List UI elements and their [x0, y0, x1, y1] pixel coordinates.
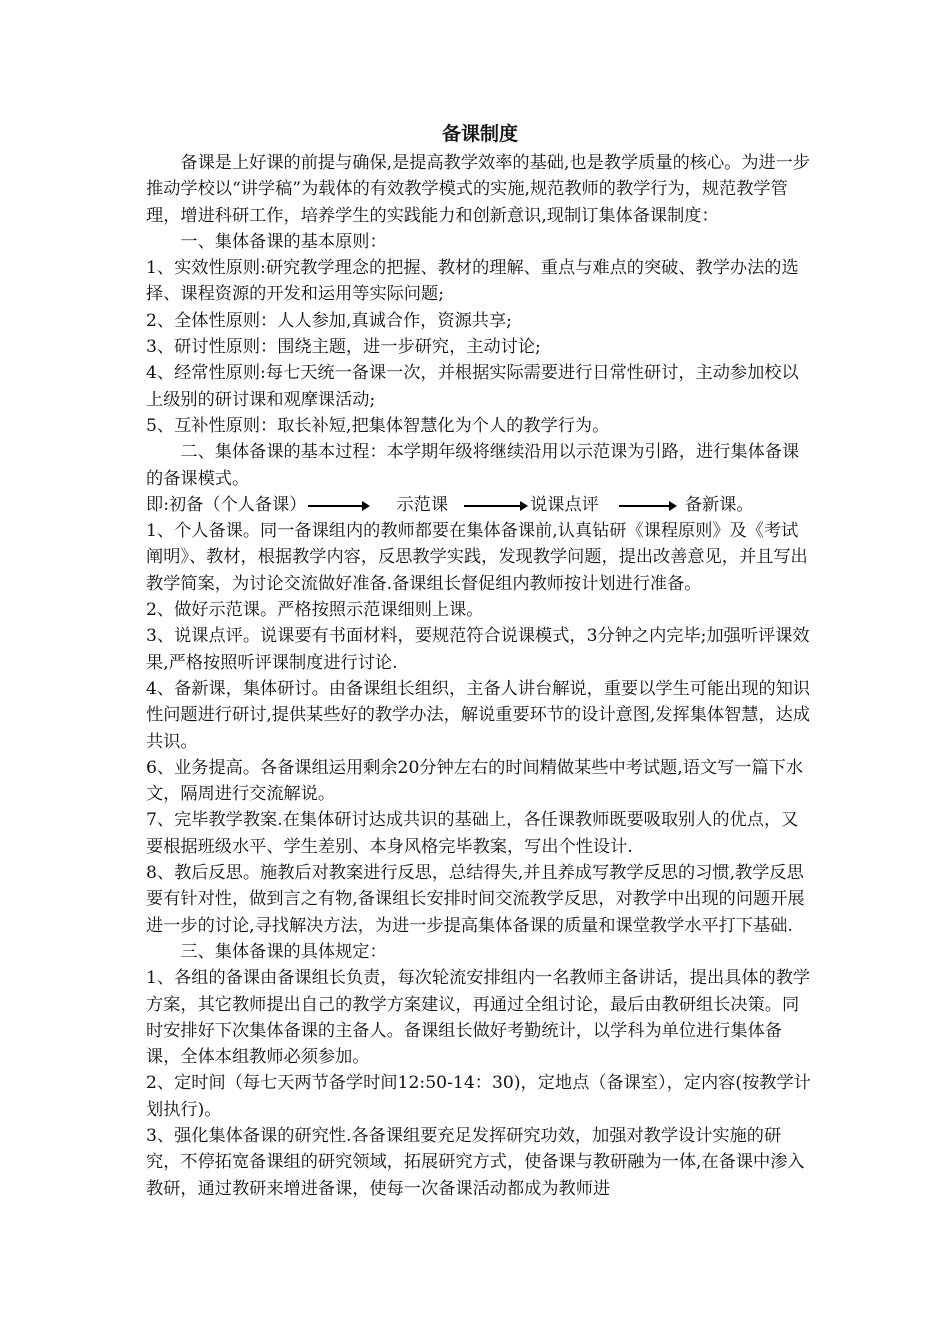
section-3-heading: 三、集体备课的具体规定： — [180, 941, 387, 962]
rule-item: 1、各组的备课由备课组长负责，每次轮流安排组内一名教师主备讲话，提出具体的教学方案，其它教师提出自己的教学方案建议，再通过全组讨论，最后由教研组长决策。同时安排好下次集体备课的主备人。备课组长做好考勤统计，以学科为单位进行集体备课，全体本组教师必须参加。 — [146, 968, 811, 1068]
principle-item: 3、研讨性原则：围绕主题，进一步研究，主动讨论; — [146, 337, 541, 358]
flow-step-review: 说课点评 — [530, 494, 599, 515]
intro-paragraph: 备课是上好课的前提与确保,是提高教学效率的基础,也是教学质量的核心。为进一步推动学校以“讲学稿”为载体的有效教学模式的实施,规范教师的教学行为，规范教学管理，增进科研工作，培养学生的实践能力和创新意识,现制订集体备课制度： — [146, 153, 811, 226]
document-page — [146, 118, 814, 1202]
flow-step-prefix: 即:初备（个人备课） — [146, 494, 307, 515]
principle-item: 4、经常性原则:每七天统一备课一次，并根据实际需要进行日常性研讨，主动参加校以上级别的研讨课和观摩课活动; — [146, 363, 799, 410]
process-item: 2、做好示范课。严格按照示范课细则上课。 — [146, 600, 484, 621]
principle-item: 2、全体性原则：人人参加,真诚合作，资源共享; — [146, 310, 512, 331]
flow-step-demo: 示范课 — [396, 494, 449, 515]
process-flow — [146, 492, 814, 518]
rule-item: 2、定时间（每七天两节备学时间12:50-14：30)，定地点（备课室），定内容(按教学计划执行)。 — [146, 1073, 811, 1120]
section-1-heading: 一、集体备课的基本原则： — [180, 231, 387, 252]
process-item: 4、备新课，集体研讨。由备课组长组织，主备人讲台解说，重要以学生可能出现的知识性问题进行研讨,提供某些好的教学办法，解说重要环节的设计意图,发挥集体智慧，达成共识。 — [146, 678, 811, 752]
principle-item: 1、实效性原则:研究教学理念的把握、教材的理解、重点与难点的突破、教学办法的选择、课程资源的开发和运用等实际问题; — [146, 258, 799, 305]
document-title: 备课制度 — [441, 123, 518, 145]
process-item: 3、说课点评。说课要有书面材料，要规范符合说课模式，3分钟之内完毕;加强听评课效果,严格按照听评课制度进行讨论. — [146, 626, 810, 673]
right-arrow-icon — [464, 505, 526, 507]
principle-item: 5、互补性原则：取长补短,把集体智慧化为个人的教学行为。 — [146, 415, 610, 436]
flow-step-new: 备新课。 — [684, 494, 754, 515]
right-arrow-icon — [619, 505, 675, 507]
process-item: 6、业务提高。各备课组运用剩余20分钟左右的时间精做某些中考试题,语文写一篇下水文，隔周进行交流解说。 — [146, 757, 804, 805]
right-arrow-icon — [308, 505, 368, 507]
process-item: 8、教后反思。施教后对教案进行反思，总结得失,并且养成写教学反思的习惯,教学反思要有针对性，做到言之有物,备课组长安排时间交流教学反思，对教学中出现的问题开展进一步的讨论,寻找解决方法，为进一步提高集体备课的质量和课堂教学水平打下基础. — [146, 863, 805, 936]
process-item: 7、完毕教学教案.在集体研讨达成共识的基础上，各任课教师既要吸取别人的优点，又要根据班级水平、学生差别、本身风格完毕教案，写出个性设计. — [146, 810, 799, 857]
process-item: 1、个人备课。同一备课组内的教师都要在集体备课前,认真钻研《课程原则》及《考试阐明》、教材，根据教学内容，反思教学实践，发现教学问题，提出改善意见，并且写出教学简案，为讨论交流做好准备.备课组长督促组内教师按计划进行准备。 — [146, 521, 808, 594]
section-2-heading: 二、集体备课的基本过程：本学期年级将继续沿用以示范课为引路，进行集体备课的备课模式。 — [146, 442, 800, 489]
rule-item: 3、强化集体备课的研究性.各备课组要充足发挥研究功效，加强对教学设计实施的研究，不停拓宽备课组的研究领域，拓展研究方式，使备课与教研融为一体,在备课中渗入教研，通过教研来增进备课，使每一次备课活动都成为教师进 — [146, 1125, 805, 1199]
